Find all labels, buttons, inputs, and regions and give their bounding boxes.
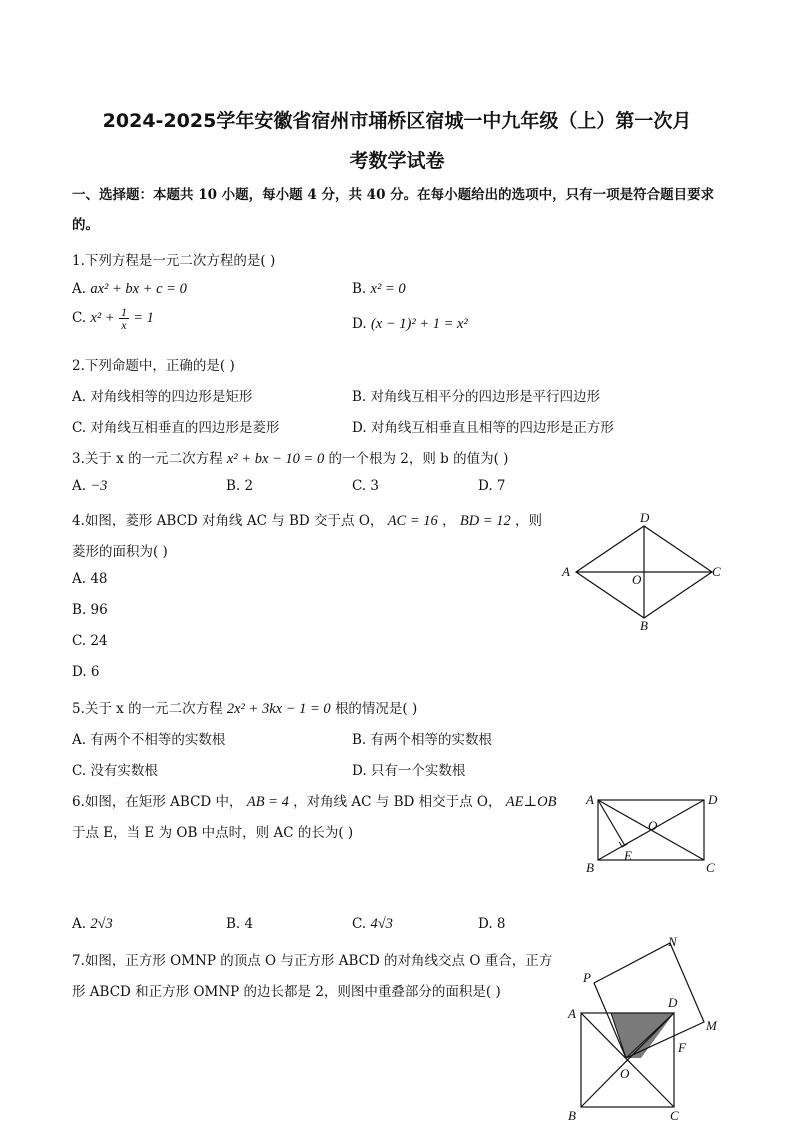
- label-m: M: [706, 1018, 717, 1033]
- segment-ae: [598, 800, 625, 845]
- q4-math-bd: BD = 12: [459, 513, 511, 529]
- fraction-denominator: x: [121, 318, 127, 332]
- q6-option-a: [72, 916, 113, 933]
- q2-option-c: C. 对角线互相垂直的四边形是菱形: [72, 420, 280, 436]
- q3-stem: [72, 447, 508, 468]
- q4-option-d: D. 6: [72, 664, 100, 680]
- q6-math-perp: AE⊥OB: [505, 794, 557, 810]
- q4-stem-line2: 菱形的面积为( ): [72, 544, 168, 560]
- q5-stem: [72, 697, 417, 718]
- q6-stem-line1: [72, 790, 556, 811]
- q6-option-d: D. 8: [478, 916, 506, 932]
- option-math: (x − 1)² + 1 = x²: [370, 316, 468, 332]
- q2-option-d: D. 对角线互相垂直且相等的四边形是正方形: [352, 420, 614, 436]
- label-d: D: [708, 792, 718, 807]
- q1-option-d: [352, 316, 468, 333]
- q4-stem-line1: [72, 509, 542, 530]
- q6-option-c: [352, 916, 393, 933]
- q5-stem-pre: 5.关于 x 的一元二次方程: [72, 701, 223, 717]
- section-heading-cont: 的。: [72, 217, 99, 233]
- option-label: A.: [72, 281, 87, 297]
- q1-option-c: [72, 306, 154, 331]
- label-b: B: [640, 618, 648, 632]
- q3-option-c: C. 3: [352, 478, 380, 494]
- label-e: E: [624, 848, 632, 863]
- q1-stem: 1.下列方程是一元二次方程的是( ): [72, 253, 276, 269]
- exam-title-line2: 考数学试卷: [349, 150, 445, 172]
- option-label: A.: [72, 478, 87, 494]
- q3-option-d: D. 7: [478, 478, 506, 494]
- q5-option-c: C. 没有实数根: [72, 763, 158, 779]
- option-label: B.: [352, 281, 367, 297]
- option-label: D.: [352, 316, 367, 332]
- option-math: −3: [90, 478, 108, 494]
- label-d: D: [640, 510, 650, 525]
- q6-stem-line2: 于点 E，当 E 为 OB 中点时，则 AC 的长为( ): [72, 825, 354, 841]
- q4-option-a: A. 48: [72, 571, 108, 587]
- q4-rhombus-figure: [556, 508, 726, 632]
- q4-stem-pre: 4.如图，菱形 ABCD 对角线 AC 与 BD 交于点 O，: [72, 513, 384, 529]
- label-d: D: [668, 995, 678, 1010]
- q5-equation: 2x² + 3kx − 1 = 0: [226, 701, 331, 717]
- q5-option-d: D. 只有一个实数根: [352, 763, 466, 779]
- q4-math-ac: AC = 16: [387, 513, 438, 529]
- label-o: O: [632, 572, 642, 587]
- label-f: F: [678, 1040, 686, 1055]
- label-c: C: [712, 564, 721, 579]
- fraction: [119, 306, 129, 331]
- q1-option-b: [352, 281, 406, 298]
- option-math: 4√3: [370, 916, 393, 932]
- q2-option-a: A. 对角线相等的四边形是矩形: [72, 389, 253, 405]
- q4-sep: ，: [442, 513, 456, 529]
- q2-option-b: B. 对角线互相平分的四边形是平行四边形: [352, 389, 601, 405]
- label-o: O: [648, 818, 658, 833]
- q7-stem-line1: 7.如图，正方形 OMNP 的顶点 O 与正方形 ABCD 的对角线交点 O 重合，正方: [72, 953, 553, 969]
- label-a: A: [562, 564, 570, 579]
- label-o: O: [620, 1066, 630, 1081]
- label-n: N: [668, 934, 677, 949]
- q6-option-b: B. 4: [226, 916, 254, 932]
- q3-stem-post: 的一个根为 2，则 b 的值为( ): [328, 451, 509, 467]
- q4-option-b: B. 96: [72, 602, 108, 618]
- option-math: 2√3: [90, 916, 113, 932]
- option-label: A.: [72, 916, 87, 932]
- q4-stem-post: ，则: [515, 513, 543, 529]
- section-heading: 一、选择题：本题共 10 小题，每小题 4 分，共 40 分。在每小题给出的选项中，只有一项是符合题目要求: [72, 187, 715, 203]
- label-a: A: [568, 1006, 576, 1021]
- label-b: B: [568, 1108, 576, 1123]
- q3-equation: x² + bx − 10 = 0: [226, 451, 325, 467]
- q3-stem-pre: 3.关于 x 的一元二次方程: [72, 451, 223, 467]
- q7-stem-line2: 形 ABCD 和正方形 OMNP 的边长都是 2，则图中重叠部分的面积是( ): [72, 984, 501, 1000]
- label-c: C: [670, 1108, 679, 1123]
- option-math: ax² + bx + c = 0: [90, 281, 187, 297]
- q4-option-c: C. 24: [72, 633, 108, 649]
- exam-title-line1: 2024-2025学年安徽省宿州市埇桥区宿城一中九年级（上）第一次月: [102, 110, 692, 132]
- q5-option-b: B. 有两个相等的实数根: [352, 732, 493, 748]
- q1-option-a: [72, 281, 187, 298]
- q6-stem-mid: ，对角线 AC 与 BD 相交于点 O，: [293, 794, 502, 810]
- q3-option-a: [72, 478, 107, 495]
- q5-stem-post: 根的情况是( ): [334, 701, 418, 717]
- q2-stem: 2.下列命题中，正确的是( ): [72, 358, 235, 374]
- label-a: A: [586, 792, 594, 807]
- q6-stem-pre: 6.如图，在矩形 ABCD 中，: [72, 794, 243, 810]
- option-math: = 1: [133, 310, 154, 326]
- fraction-numerator: 1: [120, 305, 127, 319]
- label-p: P: [583, 970, 591, 985]
- q6-rectangle-figure: [578, 788, 728, 880]
- q7-squares-figure: [558, 930, 738, 1123]
- option-label: C.: [352, 916, 367, 932]
- label-c: C: [706, 860, 715, 875]
- option-math: x² = 0: [370, 281, 406, 297]
- option-math: x² +: [90, 310, 115, 326]
- option-label: C.: [72, 310, 87, 326]
- q6-math-ab: AB = 4: [246, 794, 289, 810]
- label-b: B: [586, 860, 594, 875]
- q5-option-a: A. 有两个不相等的实数根: [72, 732, 226, 748]
- q3-option-b: B. 2: [226, 478, 254, 494]
